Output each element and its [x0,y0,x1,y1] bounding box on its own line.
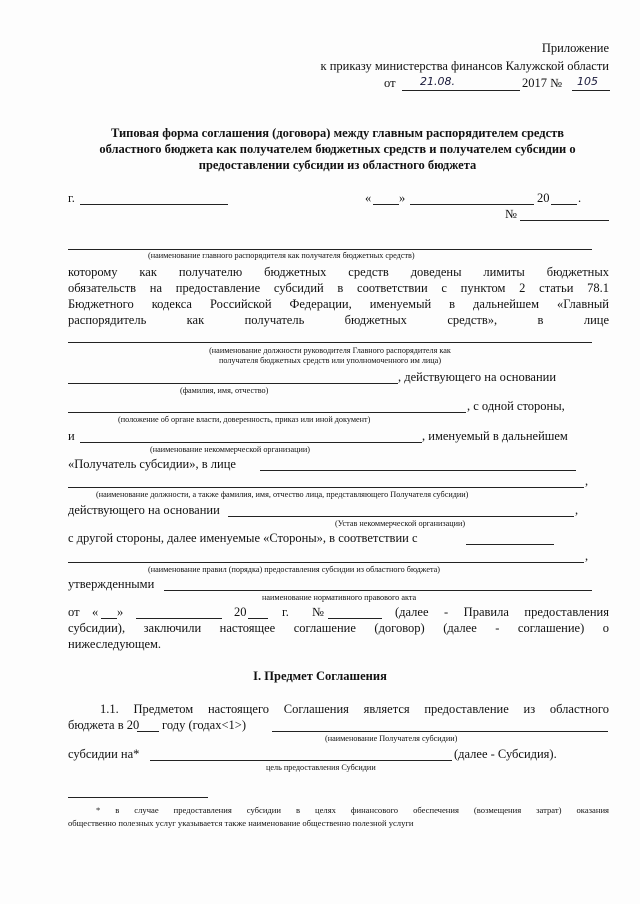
one-side-text: , с одной стороны, [467,399,565,413]
recipient-person-line[interactable] [260,470,576,471]
order-number-handwritten: 105 [577,75,598,88]
subsidy-year-line[interactable] [137,731,159,732]
approved-text: утвержденными [68,577,155,591]
paragraph-1-line-3: Бюджетного кодекса Российской Федерации, именуемый в дальнейшем «Главный [68,297,609,311]
year-field-line[interactable] [551,204,577,205]
subsidy-purpose-line[interactable] [150,760,452,761]
comma-3: , [585,549,589,563]
contract-number-label: № [505,207,517,221]
hint-purpose: цель предоставления Субсидии [266,763,376,772]
order-year-number-label: 2017 № [522,76,563,90]
act-number-line[interactable] [328,618,382,619]
normative-act-line[interactable] [164,590,592,591]
hint-recipient: (наименование Получателя субсидии) [325,734,458,743]
document-title-line-3: предоставлении субсидии из областного бюджета [198,158,477,172]
document-title-line-2: областного бюджета как получателем бюджетных средств и получателем субсидии о [99,142,576,156]
subsidy-hereinafter-text: (далее - Субсидия). [454,747,557,761]
acting-on-text: действующего на основании [68,503,220,517]
act-from-label: от [68,605,80,619]
accordance-line[interactable] [466,544,554,545]
clause-1-1-years-text: году (годах<1>) [162,718,246,732]
hint-position-2: получателя бюджетных средств или уполномоченного им лица) [218,356,442,365]
comma-1: , [585,474,589,488]
city-label: г. [68,191,75,205]
paragraph-1-line-4: распорядитель как получатель бюджетных средств», в лице [68,313,609,327]
hint-document: (положение об органе власти, доверенность, приказ или иной документ) [118,415,371,424]
act-quote-open: « [92,605,99,619]
appendix-label: Приложение [541,41,609,55]
hint-organization: (наименование некоммерческой организации) [150,445,311,454]
month-field-line[interactable] [410,204,534,205]
order-number-line [572,90,610,91]
date-quote-close: » [399,191,406,205]
order-date-line [402,90,520,91]
rules-line[interactable] [68,562,584,563]
order-from-label: от [384,76,396,90]
hereinafter-text: , именуемый в дальнейшем [422,429,568,443]
hint-rules: (наименование правил (порядка) предоставления субсидии из областного бюджета) [148,565,441,574]
footnote-line-2: общественно полезных услуг указывается также наименование общественно полезной услуги [68,818,414,828]
footnote-separator [68,797,208,798]
paragraph-1-line-2: обязательств на предоставление субсидий в соответствии с пунктом 2 статьи 78.1 [68,281,609,295]
paragraph-2-line-3: нижеследующем. [68,637,162,651]
year-prefix: 20 [537,191,550,205]
order-date-handwritten: 21.08. [420,75,455,88]
acting-on-basis-text: , действующего на основании [398,370,557,384]
hint-distributor: (наименование главного распорядителя как получателя бюджетных средств) [148,251,415,260]
year-suffix: . [578,191,582,205]
act-year-line[interactable] [248,618,268,619]
distributor-position-line[interactable] [68,342,592,343]
subsidy-on-label: субсидии на* [68,747,140,761]
act-number-label: № [312,605,324,619]
order-reference: к приказу министерства финансов Калужской области [320,59,609,73]
footnote-line-1: * в случае предоставления субсидии в целях финансового обеспечения (возмещения затрат) оказания [96,805,609,815]
clause-1-1-year-prefix: бюджета в 20 [68,718,140,732]
date-quote-open: « [365,191,372,205]
act-quote-close: » [117,605,124,619]
act-month-line[interactable] [136,618,222,619]
hint-fio: (фамилия, имя, отчество) [180,386,269,395]
recipient-person-text: «Получатель субсидии», в лице [68,457,236,471]
clause-1-1-line-1: 1.1. Предметом настоящего Соглашения является предоставление из областного [100,702,609,716]
fio-line[interactable] [68,383,398,384]
basis-document-line[interactable] [68,412,466,413]
hint-charter: (Устав некоммерческой организации) [335,519,466,528]
hint-normative-act: наименование нормативного правового акта [262,593,417,602]
hint-recipient-rep: (наименование должности, а также фамилия, имя, отчество лица, представляющего Получателя субсидии) [96,490,469,499]
and-label: и [68,429,75,443]
hint-position-1: (наименование должности руководителя Главного распорядителя как [209,346,451,355]
organization-name-line[interactable] [80,442,422,443]
recipient-name-line[interactable] [272,731,608,732]
paragraph-2-line-2: субсидии), заключили настоящее соглашение (договор) (далее - соглашение) о [68,621,609,635]
distributor-name-line[interactable] [68,249,592,250]
act-rest-text: (далее - Правила предоставления [395,605,609,619]
act-year-suffix: г. [282,605,289,619]
document-title-line-1: Типовая форма соглашения (договора) между главным распорядителем средств [110,126,565,140]
act-day-line[interactable] [101,618,117,619]
comma-2: , [575,503,579,517]
city-field-line[interactable] [80,204,228,205]
other-side-text: с другой стороны, далее именуемые «Стороны», в соответствии с [68,531,418,545]
paragraph-1-line-1: которому как получателю бюджетных средств доведены лимиты бюджетных [68,265,609,279]
section-1-heading: I. Предмет Соглашения [253,669,387,683]
contract-number-line[interactable] [520,220,609,221]
act-year-prefix: 20 [234,605,247,619]
charter-line[interactable] [228,516,574,517]
day-field-line[interactable] [373,204,399,205]
recipient-rep-line[interactable] [68,487,584,488]
